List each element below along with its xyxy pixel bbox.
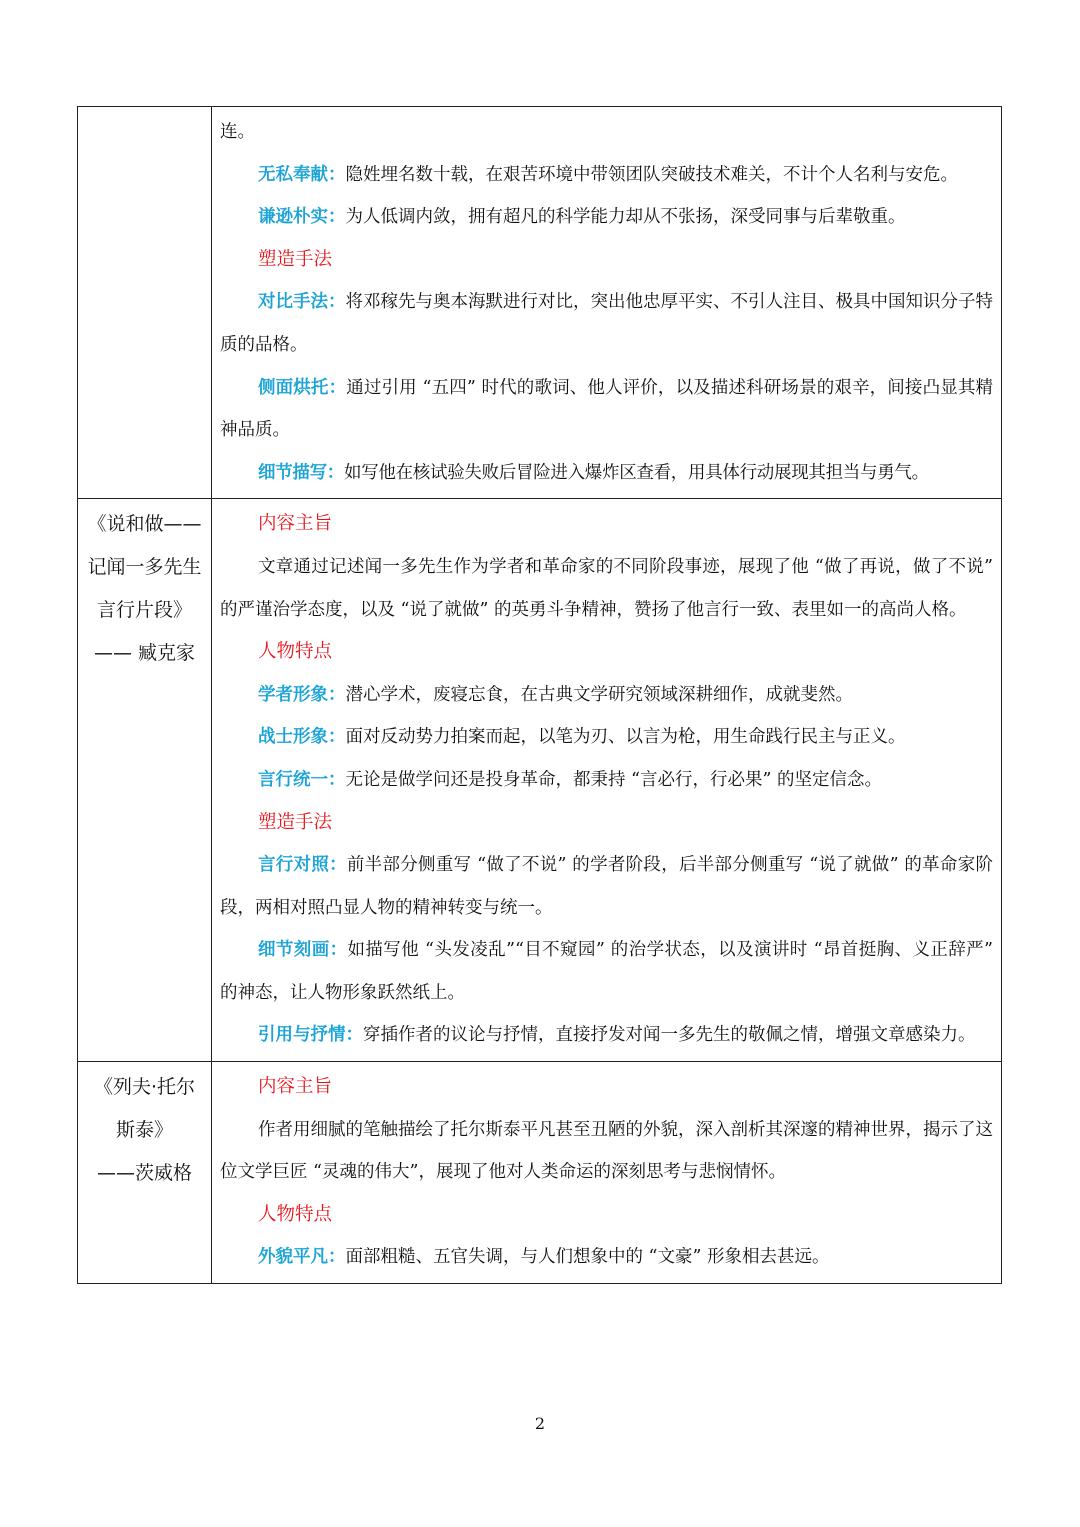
page-number: 2 (534, 1414, 546, 1433)
trait-text: 隐姓埋名数十载，在艰苦环境中带领团队突破技术难关，不计个人名利与安危。 (345, 164, 958, 185)
study-notes-table (77, 106, 1002, 1284)
method-paragraph (220, 844, 993, 929)
trait-paragraph (220, 1236, 993, 1279)
title-cell (78, 1062, 212, 1284)
method-label: 引用与抒情： (258, 1025, 363, 1046)
trait-label: 谦逊朴实： (258, 207, 346, 228)
table-row (78, 499, 1002, 1062)
article-title (78, 499, 211, 675)
method-text: 将邓稼先与奥本海默进行对比，突出他忠厚平实、不引人注目、极具中国知识分子特质的品格。 (220, 292, 993, 355)
notes-cell (212, 499, 1002, 1062)
method-text: 前半部分侧重写 “做了不说” 的学者阶段，后半部分侧重写 “说了就做” 的革命家阶段，两相对照凸显人物的精神转变与统一。 (220, 855, 993, 918)
method-paragraph (220, 452, 993, 495)
method-text: 通过引用 “五四” 时代的歌词、他人评价，以及描述科研场景的艰辛，间接凸显其精神品质。 (220, 377, 993, 441)
title-line: 记闻一多先生 (87, 556, 202, 579)
trait-paragraph (220, 716, 993, 759)
title-line: 言行片段》 (96, 599, 192, 622)
trait-label: 战士形象： (258, 727, 346, 748)
notes-cell (212, 107, 1002, 499)
trait-paragraph (220, 196, 993, 239)
method-text: 如写他在核试验失败后冒险进入爆炸区查看，用具体行动展现其担当与勇气。 (344, 462, 929, 483)
method-label: 侧面烘托： (258, 377, 347, 398)
trait-label: 学者形象： (258, 684, 346, 705)
table-row (78, 1062, 1002, 1284)
method-paragraph (220, 367, 993, 452)
trait-text: 面对反动势力拍案而起，以笔为刃、以言为枪，用生命践行民主与正义。 (345, 727, 906, 748)
trait-label: 无私奉献： (258, 164, 346, 185)
method-label: 细节描写： (258, 462, 344, 483)
method-paragraph (220, 929, 993, 1014)
section-heading-method: 塑造手法 (258, 248, 333, 270)
author-line: ——茨威格 (96, 1162, 192, 1185)
method-label: 言行对照： (258, 855, 347, 876)
trait-text: 潜心学术，废寝忘食，在古典文学研究领域深耕细作，成就斐然。 (345, 684, 853, 705)
article-title (78, 1062, 211, 1195)
title-cell (78, 499, 212, 1062)
method-label: 细节刻画： (258, 940, 348, 961)
method-paragraph (220, 1014, 993, 1057)
trait-label: 外貌平凡： (258, 1247, 346, 1268)
trait-label: 言行统一： (258, 769, 346, 790)
method-text: 穿插作者的议论与抒情，直接抒发对闻一多先生的敬佩之情，增强文章感染力。 (363, 1025, 976, 1046)
trait-text: 无论是做学问还是投身革命，都秉持 “言必行，行必果” 的坚定信念。 (345, 769, 883, 790)
continued-text: 连。 (220, 122, 255, 142)
section-heading-traits: 人物特点 (258, 641, 333, 663)
section-heading-method: 塑造手法 (258, 811, 333, 833)
title-cell (78, 107, 212, 499)
notes-cell (212, 1062, 1002, 1284)
trait-paragraph (220, 154, 993, 197)
trait-text: 面部粗糙、五官失调，与人们想象中的 “文豪” 形象相去甚远。 (345, 1247, 830, 1268)
author-line: —— 臧克家 (93, 642, 196, 665)
trait-paragraph (220, 674, 993, 717)
title-line: 《列夫·托尔 (93, 1076, 196, 1099)
section-heading-content: 内容主旨 (258, 513, 333, 535)
title-line: 《说和做—— (87, 513, 202, 536)
section-heading-traits: 人物特点 (258, 1203, 333, 1225)
section-heading-content: 内容主旨 (258, 1076, 333, 1098)
method-label: 对比手法： (258, 292, 346, 313)
trait-text: 为人低调内敛，拥有超凡的科学能力却从不张扬，深受同事与后辈敬重。 (345, 207, 906, 228)
content-paragraph: 文章通过记述闻一多先生作为学者和革命家的不同阶段事迹，展现了他 “做了再说，做了不说” 的严谨治学态度，以及 “说了就做” 的英勇斗争精神，赞扬了他言行一致、表里如一的高尚人格。 (220, 556, 993, 620)
trait-paragraph (220, 759, 993, 802)
method-text: 如描写他 “头发凌乱”“目不窥园” 的治学状态，以及演讲时 “昂首挺胸、义正辞严” 的神态，让人物形象跃然纸上。 (220, 940, 993, 1003)
title-line: 斯泰》 (115, 1119, 173, 1142)
content-paragraph: 作者用细腻的笔触描绘了托尔斯泰平凡甚至丑陋的外貌，深入剖析其深邃的精神世界，揭示了这位文学巨匠 “灵魂的伟大”，展现了他对人类命运的深刻思考与悲悯情怀。 (220, 1119, 993, 1183)
table-row (78, 107, 1002, 499)
method-paragraph (220, 281, 993, 366)
